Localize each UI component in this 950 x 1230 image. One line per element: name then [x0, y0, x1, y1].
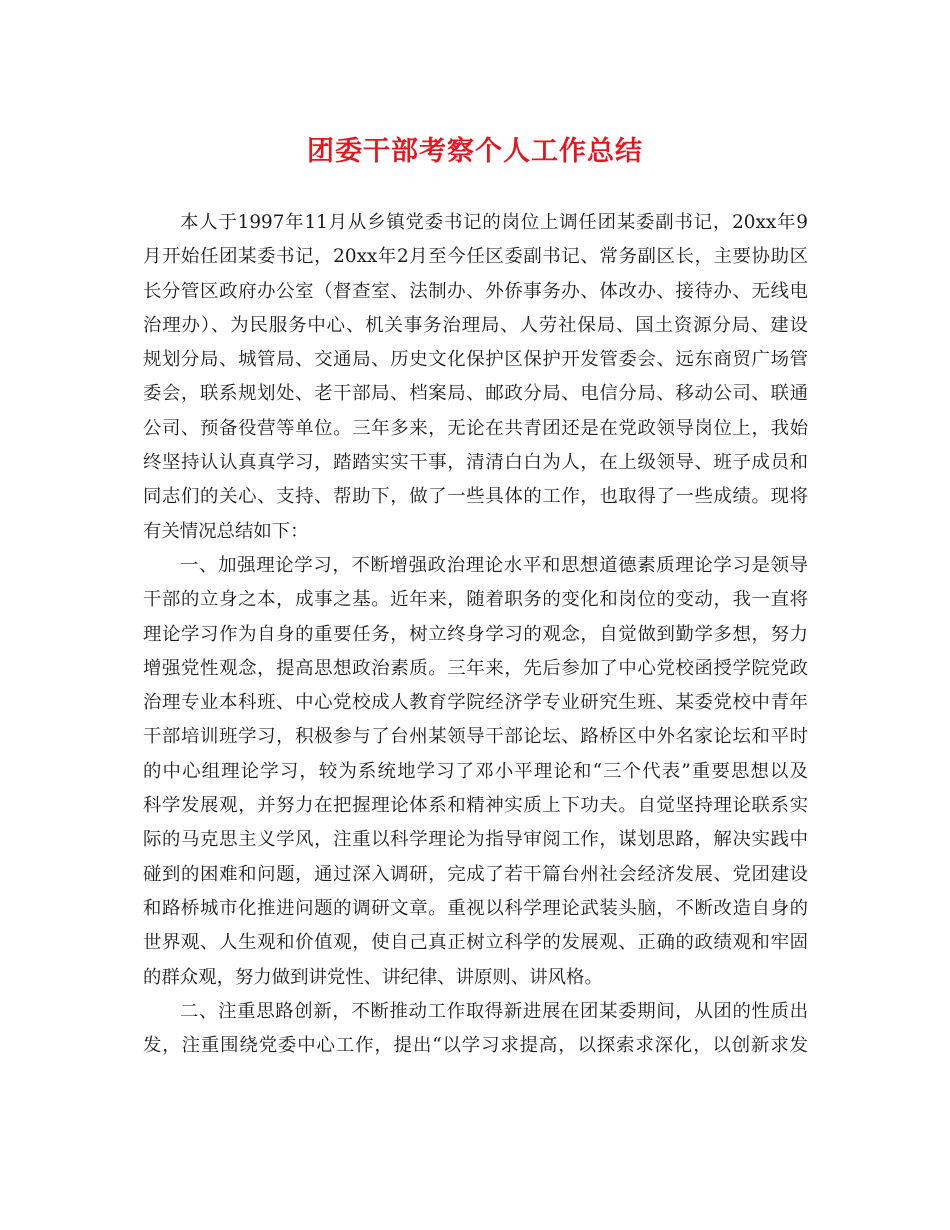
text-line: 一、加强理论学习，不断增强政治理论水平和思想道德素质理论学习是领导: [180, 554, 808, 576]
document-title: 团委干部考察个人工作总结: [307, 136, 643, 167]
text-line: 的中心组理论学习，较为系统地学习了邓小平理论和“三个代表”重要思想以及: [143, 760, 808, 782]
text-line: 长分管区政府办公室（督查室、法制办、外侨事务办、体改办、接待办、无线电: [143, 280, 808, 302]
text-line: 有关情况总结如下：: [143, 520, 309, 542]
text-line: 际的马克思主义学风，注重以科学理论为指导审阅工作，谋划思路，解决实践中: [143, 829, 808, 851]
text-line: 月开始任团某委书记，20xx年2月至今任区委副书记、常务副区长，主要协助区: [143, 246, 808, 268]
document-body: [143, 206, 808, 1063]
text-line: 碰到的困难和问题，通过深入调研，完成了若干篇台州社会经济发展、党团建设: [143, 863, 808, 885]
text-line: 世界观、人生观和价值观，使自己真正树立科学的发展观、正确的政绩观和牢固: [143, 932, 808, 954]
text-line: 发，注重围绕党委中心工作，提出“以学习求提高，以探索求深化，以创新求发: [143, 1035, 808, 1057]
text-line: 的群众观，努力做到讲党性、讲纪律、讲原则、讲风格。: [143, 966, 603, 988]
text-line: 和路桥城市化推进问题的调研文章。重视以科学理论武装头脑，不断改造自身的: [143, 897, 808, 919]
text-line: 干部培训班学习，积极参与了台州某领导干部论坛、路桥区中外名家论坛和平时: [143, 726, 808, 748]
text-line: 本人于1997年11月从乡镇党委书记的岗位上调任团某委副书记，20xx年9: [180, 212, 808, 233]
text-line: 公司、预备役营等单位。三年多来，无论在共青团还是在党政领导岗位上，我始: [143, 417, 808, 439]
text-line: 干部的立身之本，成事之基。近年来，随着职务的变化和岗位的变动，我一直将: [143, 589, 808, 611]
text-line: 治理办）、为民服务中心、机关事务治理局、人劳社保局、国土资源分局、建设: [143, 314, 808, 336]
text-line: 规划分局、城管局、交通局、历史文化保护区保护开发管委会、远东商贸广场管: [143, 349, 808, 371]
text-line: 二、注重思路创新，不断推动工作取得新进展在团某委期间，从团的性质出: [180, 1000, 808, 1022]
text-line: 理论学习作为自身的重要任务，树立终身学习的观念，自觉做到勤学多想，努力: [143, 623, 808, 645]
text-line: 委会，联系规划处、老干部局、档案局、邮政分局、电信分局、移动公司、联通: [143, 383, 808, 405]
text-line: 科学发展观，并努力在把握理论体系和精神实质上下功夫。自觉坚持理论联系实: [143, 795, 808, 817]
text-line: 增强党性观念，提高思想政治素质。三年来，先后参加了中心党校函授学院党政: [143, 657, 808, 679]
text-line: 终坚持认认真真学习，踏踏实实干事，清清白白为人，在上级领导、班子成员和: [143, 452, 808, 474]
text-line: 同志们的关心、支持、帮助下，做了一些具体的工作，也取得了一些成绩。现将: [143, 486, 808, 508]
text-line: 治理专业本科班、中心党校成人教育学院经济学专业研究生班、某委党校中青年: [143, 692, 808, 714]
